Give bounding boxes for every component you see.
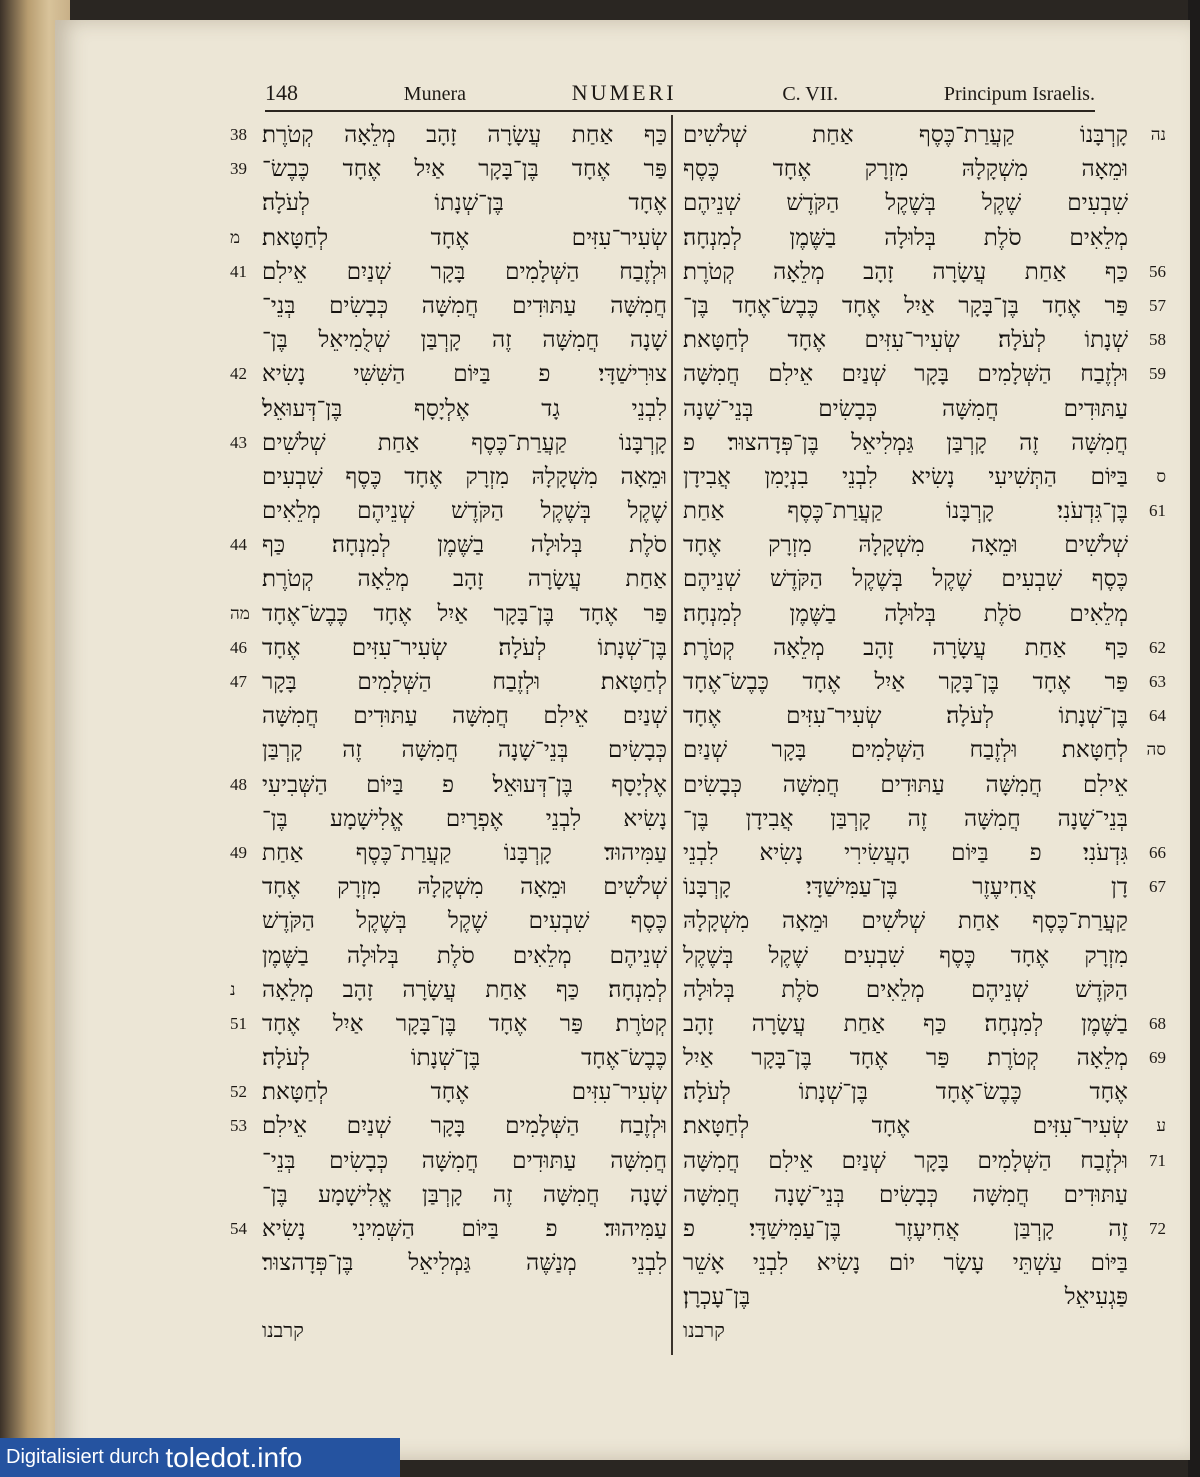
line-text: שְׁלֹשִׁים וּמֵאָה מִשְׁקָלָהּ מִזְרָק אֶחָד <box>683 532 1128 559</box>
line-text: פַּגְעִיאֵל בֶּן־עָכְרָן׃ <box>683 1284 1128 1311</box>
text-line <box>230 357 667 391</box>
text-line <box>262 802 667 836</box>
digitization-watermark[interactable] <box>0 1438 400 1477</box>
line-text: קָרְבָּנוֹ קַעֲרַת־כֶּסֶף אַחַת שְׁלֹשִׁים <box>262 429 667 456</box>
verse-number: 51 <box>230 1013 247 1033</box>
verse-number: 53 <box>230 1116 247 1136</box>
text-line <box>683 1144 1166 1178</box>
verse-number: 44 <box>230 535 247 555</box>
line-text: שָׁנָה חֲמִשָּׁה זֶה קָרְבַּן אֱלִישָׁמָע בֶּן־ <box>262 1181 667 1208</box>
text-line <box>262 562 667 596</box>
text-line <box>230 631 667 665</box>
line-text: בֶּן־גִּדְעֹנִי׃ קָרְבָּנוֹ קַעֲרַת־כֶּסֶף אַחַת <box>683 498 1128 525</box>
line-text: שִׁבְעִים שֶׁקֶל בְּשֶׁקֶל הַקֹּדֶשׁ שְׁנֵיהֶם <box>683 190 1128 217</box>
text-line <box>230 528 667 562</box>
verse-number: 69 <box>1149 1048 1166 1068</box>
text-line <box>262 289 667 323</box>
verse-number: 43 <box>230 432 247 452</box>
verse-number: ס <box>1156 466 1166 486</box>
line-text: שְׁנֵיהֶם מְלֵאִים סֹלֶת בְּלוּלָה בַשֶּׁמֶן <box>262 942 667 969</box>
text-line <box>230 768 667 802</box>
page-number: 148 <box>265 80 298 105</box>
text-line <box>262 1246 667 1280</box>
text-line <box>683 289 1166 323</box>
line-text: אֵילִם חֲמִשָּׁה עַתּוּדִים חֲמִשָּׁה כְּבָשִׂים <box>683 771 1128 798</box>
header-left-title: Munera <box>403 83 466 105</box>
line-text: וּלְזֶבַח הַשְּׁלָמִים בָּקָר שְׁנַיִם אֵילִם <box>262 1113 667 1140</box>
left-text-column <box>230 118 667 1280</box>
line-text: פַּר אֶחָד בֶּן־בָּקָר אַיִל אֶחָד כֶּבֶשׂ־אֶחָד בֶּן־ <box>683 292 1128 319</box>
verse-number: 72 <box>1149 1219 1166 1238</box>
text-line <box>683 562 1128 596</box>
line-text: זֶה קָרְבַּן אֲחִיעֶזֶר בֶּן־עַמִּישַׁדָּי׃ פ <box>683 1216 1128 1242</box>
line-text: מִזְרָק אֶחָד כֶּסֶף שִׁבְעִים שֶׁקֶל בְּשֶׁקֶל <box>683 942 1128 969</box>
line-text: כַּף אַחַת עֲשָׂרָה זָהָב מְלֵאָה קְטֹרֶת׃ <box>683 258 1128 285</box>
text-line <box>683 699 1166 733</box>
text-line <box>230 152 667 186</box>
running-header <box>265 72 1095 112</box>
verse-number: 41 <box>230 261 247 281</box>
text-line <box>683 323 1166 357</box>
line-text: בֶּן־שְׁנָתוֹ לְעֹלָה׃ שְׂעִיר־עִזִּים אֶחָד <box>262 634 667 661</box>
line-text: עַתּוּדִים חֲמִשָּׁה כְּבָשִׂים בְּנֵי־שָׁנָה <box>683 395 1128 422</box>
verse-number: 66 <box>1149 842 1166 862</box>
text-line <box>683 528 1128 562</box>
text-line <box>683 870 1166 904</box>
text-line <box>683 665 1166 699</box>
text-line <box>230 118 667 152</box>
watermark-prefix: Digitalisiert durch <box>6 1446 160 1468</box>
text-line <box>683 494 1166 528</box>
verse-number: 68 <box>1149 1013 1166 1033</box>
line-text: אֶחָד בֶּן־שְׁנָתוֹ לְעֹלָה׃ <box>262 190 667 217</box>
text-line <box>683 1075 1128 1109</box>
catchword-right: קרבנו <box>683 1318 725 1342</box>
header-right-title: Principum Israelis. <box>943 83 1095 105</box>
line-text: קְטֹרֶת׃ פַּר אֶחָד בֶּן־בָּקָר אַיִל אֶחָד <box>262 1010 667 1037</box>
line-text: כֶּסֶף שִׁבְעִים שֶׁקֶל בְּשֶׁקֶל הַקֹּדֶשׁ שְׁנֵיהֶם <box>683 566 1128 593</box>
line-text: לְחַטָּאת׃ וּלְזֶבַח הַשְּׁלָמִים בָּקָר <box>262 669 667 695</box>
verse-number: 56 <box>1149 261 1166 281</box>
line-text: וּמֵאָה מִשְׁקָלָהּ מִזְרָק אֶחָד כֶּסֶף שִׁבְעִים <box>262 463 667 490</box>
text-line <box>262 1178 667 1212</box>
line-text: שְׁנָתוֹ לְעֹלָה׃ שְׂעִיר־עִזִּים אֶחָד לְחַטָּאת׃ <box>683 327 1128 354</box>
watermark-site[interactable]: toledot.info <box>165 1441 303 1473</box>
verse-number: נה <box>1150 125 1166 144</box>
line-text: שְׂעִיר־עִזִּים אֶחָד לְחַטָּאת׃ <box>683 1113 1128 1140</box>
line-text: כֶּבֶשׂ־אֶחָד בֶּן־שְׁנָתוֹ לְעֹלָה׃ <box>262 1045 667 1072</box>
line-text: דָן אֲחִיעֶזֶר בֶּן־עַמִּישַׁדָּי׃ קָרְבָּנוֹ <box>683 874 1128 901</box>
text-line <box>230 973 667 1007</box>
line-text: עַמִּיהוּד׃ קָרְבָּנוֹ קַעֲרַת־כֶּסֶף אַחַת <box>262 839 667 866</box>
line-text: צוּרִישַׁדָּי׃ פ בַּיּוֹם הַשִּׁשִּׁי נָשִׂיא <box>262 361 667 388</box>
line-text: שְׁלֹשִׁים וּמֵאָה מִשְׁקָלָהּ מִזְרָק אֶחָד <box>262 874 667 901</box>
text-line <box>262 1144 667 1178</box>
text-line <box>262 699 667 733</box>
text-line <box>683 802 1128 836</box>
verse-number: 62 <box>1149 637 1166 657</box>
text-line <box>230 1109 667 1143</box>
text-line <box>683 631 1166 665</box>
line-text: בַּיּוֹם הַתְּשִׁיעִי נָשִׂיא לִבְנֵי בִנְיָמִן אֲבִידָן <box>683 463 1128 490</box>
line-text: כַּף אַחַת עֲשָׂרָה זָהָב מְלֵאָה קְטֹרֶת׃ <box>683 634 1128 661</box>
text-line <box>262 186 667 220</box>
text-line <box>230 221 667 255</box>
text-line <box>230 836 667 870</box>
verse-number: ע <box>1156 1116 1166 1136</box>
text-line <box>683 836 1166 870</box>
text-line <box>683 1178 1128 1212</box>
text-line <box>683 1212 1166 1246</box>
right-text-column <box>683 118 1166 1315</box>
text-line <box>262 460 667 494</box>
text-line <box>683 1280 1128 1314</box>
text-line <box>683 904 1128 938</box>
line-text: חֲמִשָּׁה עַתּוּדִים חֲמִשָּׁה כְּבָשִׂים בְּנֵי־ <box>262 1147 667 1174</box>
line-text: בֶּן־שְׁנָתוֹ לְעֹלָה׃ שְׂעִיר־עִזִּים אֶחָד <box>683 703 1128 730</box>
text-line <box>683 186 1128 220</box>
line-text: לִבְנֵי גָד אֶלְיָסָף בֶּן־דְּעוּאֵל׃ <box>262 395 667 422</box>
verse-number: 67 <box>1149 877 1166 897</box>
text-line <box>262 939 667 973</box>
text-line <box>683 392 1128 426</box>
line-text: נָשִׂיא לִבְנֵי אֶפְרָיִם אֱלִישָׁמָע בֶּן־ <box>262 805 667 832</box>
text-line <box>230 1075 667 1109</box>
line-text: קַעֲרַת־כֶּסֶף אַחַת שְׁלֹשִׁים וּמֵאָה מִשְׁקָלָהּ <box>683 908 1128 935</box>
line-text: אַחַת עֲשָׂרָה זָהָב מְלֵאָה קְטֹרֶת׃ <box>262 566 667 593</box>
text-line <box>683 152 1128 186</box>
text-line <box>230 1212 667 1246</box>
line-text: גִּדְעֹנִי׃ פ בַּיּוֹם הָעֲשִׂירִי נָשִׂיא לִבְנֵי <box>683 839 1128 866</box>
text-line <box>262 392 667 426</box>
text-line <box>230 1007 667 1041</box>
text-line <box>262 1041 667 1075</box>
line-text: עַמִּיהוּד׃ פ בַּיּוֹם הַשְּׁמִינִי נָשִׂיא <box>262 1216 667 1242</box>
text-line <box>683 1109 1166 1143</box>
text-line <box>262 733 667 767</box>
text-line <box>683 221 1128 255</box>
verse-number: 63 <box>1149 672 1166 691</box>
line-text: שְׂעִיר־עִזִּים אֶחָד לְחַטָּאת׃ <box>262 1079 667 1106</box>
line-text: אֶחָד כֶּבֶשׂ־אֶחָד בֶּן־שְׁנָתוֹ לְעֹלָה׃ <box>683 1079 1128 1106</box>
text-line <box>683 1007 1166 1041</box>
line-text: וּלְזֶבַח הַשְּׁלָמִים בָּקָר שְׁנַיִם אֵילִם <box>262 258 667 285</box>
line-text: מְלֵאִים סֹלֶת בְּלוּלָה בַשֶּׁמֶן לְמִנְחָה׃ <box>683 224 1128 251</box>
verse-number: 52 <box>230 1082 247 1102</box>
verse-number: 39 <box>230 159 247 179</box>
verse-number: 46 <box>230 637 247 657</box>
line-text: לִבְנֵי מְנַשֶּׁה גַּמְלִיאֵל בֶּן־פְּדָהצוּר׃ <box>262 1250 667 1277</box>
verse-number: סה <box>1146 740 1166 760</box>
line-text: בַשֶּׁמֶן לְמִנְחָה׃ כַּף אַחַת עֲשָׂרָה זָהָב <box>683 1010 1128 1037</box>
line-text: שֶׁקֶל בְּשֶׁקֶל הַקֹּדֶשׁ שְׁנֵיהֶם מְלֵאִים <box>262 498 667 525</box>
line-text: מְלֵאִים סֹלֶת בְּלוּלָה בַשֶּׁמֶן לְמִנְחָה׃ <box>683 600 1128 627</box>
line-text: לְחַטָּאת׃ וּלְזֶבַח הַשְּׁלָמִים בָּקָר שְׁנַיִם <box>683 737 1128 764</box>
verse-number: מה <box>230 603 250 623</box>
text-line <box>230 426 667 460</box>
line-text: וּלְזֶבַח הַשְּׁלָמִים בָּקָר שְׁנַיִם אֵילִם חֲמִשָּׁה <box>683 361 1128 388</box>
line-text: כְּבָשִׂים בְּנֵי־שָׁנָה חֲמִשָּׁה זֶה קָרְבַּן <box>262 737 667 764</box>
verse-number: 47 <box>230 672 247 691</box>
text-line <box>683 1041 1166 1075</box>
line-text: קָרְבָּנוֹ קַעֲרַת־כֶּסֶף אַחַת שְׁלֹשִׁים <box>683 122 1128 148</box>
column-divider <box>671 115 673 1355</box>
verse-number: 71 <box>1149 1150 1166 1170</box>
line-text: סֹלֶת בְּלוּלָה בַשֶּׁמֶן לְמִנְחָה׃ כַּף <box>262 532 667 559</box>
line-text: אֶלְיָסָף בֶּן־דְּעוּאֵל׃ פ בַּיּוֹם הַשְּׁבִיעִי <box>262 771 667 798</box>
verse-number: 42 <box>230 364 247 384</box>
line-text: חֲמִשָּׁה זֶה קָרְבַּן גַּמְלִיאֵל בֶּן־פְּדָהצוּר׃ פ <box>683 429 1128 456</box>
verse-number: 61 <box>1149 501 1166 521</box>
text-line <box>230 255 667 289</box>
text-line <box>683 255 1166 289</box>
verse-number: מ <box>230 227 241 247</box>
line-text: וּלְזֶבַח הַשְּׁלָמִים בָּקָר שְׁנַיִם אֵילִם חֲמִשָּׁה <box>683 1147 1128 1174</box>
line-text: עַתּוּדִים חֲמִשָּׁה כְּבָשִׂים בְּנֵי־שָׁנָה חֲמִשָּׁה <box>683 1181 1128 1208</box>
text-line <box>262 494 667 528</box>
text-line <box>262 904 667 938</box>
verse-number: 59 <box>1149 364 1166 384</box>
line-text: כֶּסֶף שִׁבְעִים שֶׁקֶל בְּשֶׁקֶל הַקֹּדֶשׁ <box>262 908 667 935</box>
text-line <box>262 870 667 904</box>
line-text: הַקֹּדֶשׁ שְׁנֵיהֶם מְלֵאִים סֹלֶת בְּלוּלָה <box>683 976 1128 1003</box>
text-line <box>683 357 1166 391</box>
line-text: חֲמִשָּׁה עַתּוּדִים חֲמִשָּׁה כְּבָשִׂים בְּנֵי־ <box>262 292 667 319</box>
verse-number: 64 <box>1149 706 1166 726</box>
text-line <box>230 597 667 631</box>
text-line <box>683 768 1128 802</box>
verse-number: 38 <box>230 125 247 144</box>
text-line <box>683 460 1166 494</box>
line-text: מְלֵאָה קְטֹרֶת׃ פַּר אֶחָד בֶּן־בָּקָר אַיִל <box>683 1045 1128 1072</box>
text-line <box>262 323 667 357</box>
line-text: שָׁנָה חֲמִשָּׁה זֶה קָרְבַּן שְׁלֻמִיאֵל בֶּן־ <box>262 327 667 354</box>
line-text: לְמִנְחָה׃ כַּף אַחַת עֲשָׂרָה זָהָב מְלֵאָה <box>262 976 667 1003</box>
verse-number: 57 <box>1149 295 1166 315</box>
verse-number: 48 <box>230 774 247 794</box>
text-line <box>683 118 1166 152</box>
line-text: פַּר אֶחָד בֶּן־בָּקָר אַיִל אֶחָד כֶּבֶשׂ־ <box>262 156 667 183</box>
line-text: שְׁנַיִם אֵילִם חֲמִשָּׁה עַתּוּדִים חֲמִשָּׁה <box>262 703 667 730</box>
verse-number: נ <box>230 979 236 999</box>
line-text: כַּף אַחַת עֲשָׂרָה זָהָב מְלֵאָה קְטֹרֶת׃ <box>262 122 667 148</box>
text-line <box>683 733 1166 767</box>
text-line <box>683 1246 1128 1280</box>
text-line <box>683 597 1128 631</box>
header-book-title: NUMERI <box>571 80 677 105</box>
text-line <box>683 426 1128 460</box>
line-text: וּמֵאָה מִשְׁקָלָהּ מִזְרָק אֶחָד כֶּסֶף <box>683 156 1128 183</box>
catchword-left: קרבנו <box>262 1318 304 1342</box>
text-line <box>683 973 1128 1007</box>
line-text: בַּיּוֹם עַשְׁתֵּי עָשָׂר יוֹם נָשִׂיא לִבְנֵי אָשֵׁר <box>683 1250 1128 1277</box>
line-text: פַּר אֶחָד בֶּן־בָּקָר אַיִל אֶחָד כֶּבֶשׂ־אֶחָד <box>262 600 667 627</box>
verse-number: 49 <box>230 842 247 862</box>
text-line <box>230 665 667 699</box>
line-text: בְּנֵי־שָׁנָה חֲמִשָּׁה זֶה קָרְבַּן אֲבִידָן בֶּן־ <box>683 805 1128 832</box>
line-text: שְׂעִיר־עִזִּים אֶחָד לְחַטָּאת׃ <box>262 224 667 251</box>
verse-number: 58 <box>1149 330 1166 350</box>
verse-number: 54 <box>230 1219 247 1238</box>
header-chapter: C. VII. <box>782 83 839 105</box>
text-line <box>683 939 1128 973</box>
line-text: פַּר אֶחָד בֶּן־בָּקָר אַיִל אֶחָד כֶּבֶשׂ־אֶחָד <box>683 669 1128 695</box>
